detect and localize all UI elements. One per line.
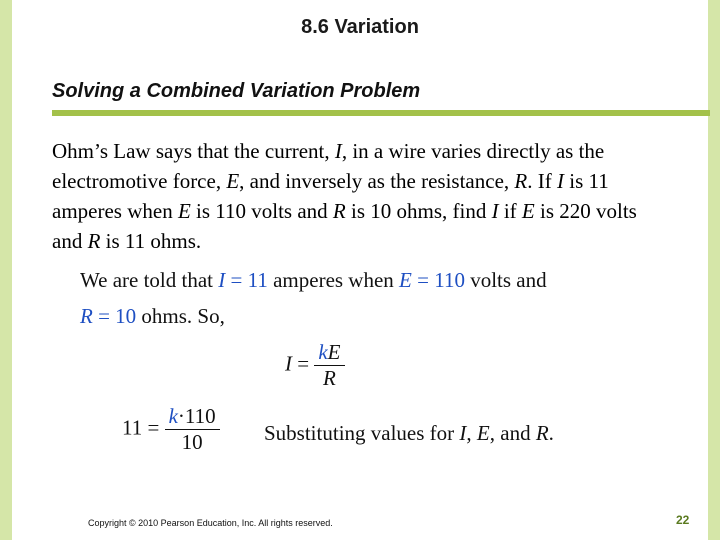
fraction-kE-over-R: $\frac{kE}{R}$ — [314, 340, 344, 391]
section-header: 8.6 Variation — [301, 16, 419, 38]
copyright-notice: Copyright © 2010 Pearson Education, Inc. All rights reserved. — [88, 518, 333, 528]
substituted-equation: 11 = $\frac{k\cdot 110}{10}$ — [122, 404, 220, 455]
ohms-law-equation: I = $\frac{kE}{R}$ — [285, 340, 345, 391]
title-underline-rule — [52, 110, 710, 116]
page-number: 22 — [676, 513, 690, 527]
substitution-note: Substituting values for I, E, and R. — [264, 421, 554, 445]
slide-subtitle: Solving a Combined Variation Problem — [52, 80, 421, 102]
solution-line-1: We are told that I = 11 amperes when E = 110 volts and — [80, 268, 547, 292]
problem-text: Ohm’s Law says that the current, I, in a wire varies directly as the electromotive force, E, and inversely as the resistance, R. If I is 11 amperes when E is 110 volts and R is 10 ohms, find I if E is 220 volts and R is 11 ohms. — [52, 139, 637, 253]
fraction-k110-over-10: $\frac{k\cdot 110}{10}$ — [165, 404, 220, 455]
solution-line-2: R = 10 ohms. So, — [80, 304, 225, 328]
right-accent-bar — [708, 0, 720, 540]
problem-statement — [52, 136, 672, 256]
left-accent-bar — [0, 0, 12, 540]
